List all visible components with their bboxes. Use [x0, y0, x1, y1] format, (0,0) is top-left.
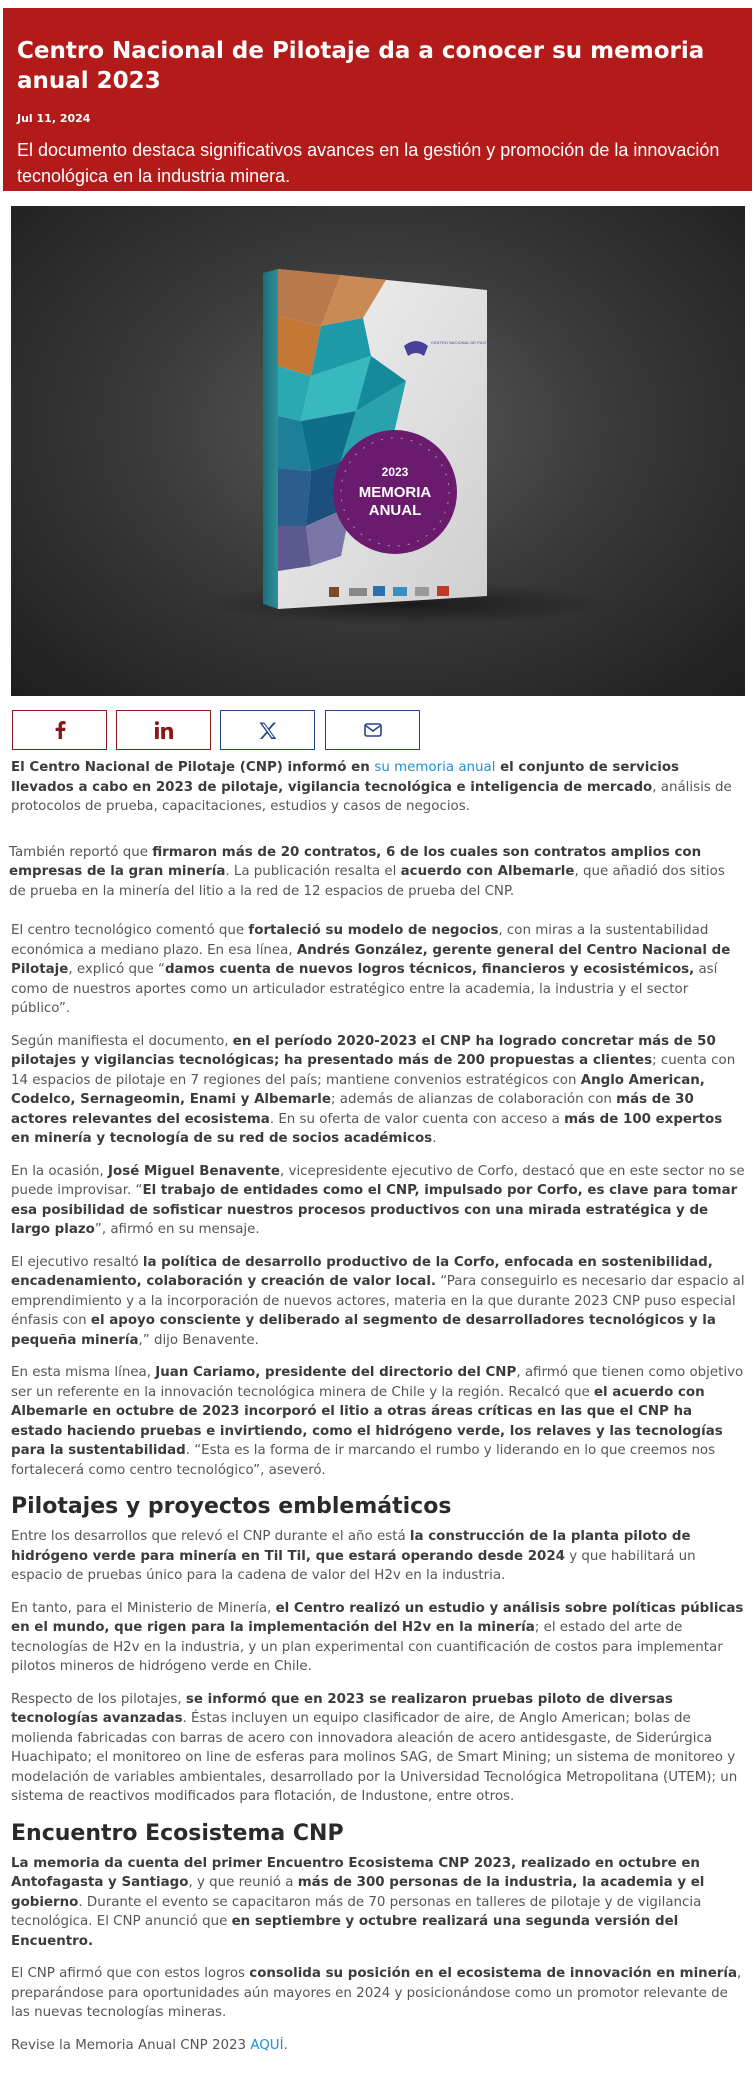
paragraph-achievements: Según manifiesta el documento, en el período 2020-2023 el CNP ha logrado concretar más de 50 pilotajes y vigilancias tecnológicas; ha presentado más de 200 propuestas a clientes; cuenta con 14 espacios de pilotaje en 7 regiones del país; mantiene convenios estratégicos con Anglo American, Codelco, Sernageomin, Enami y Albemarle; además de alianzas de colaboración con más de 30 actores relevantes del ecosistema. En su oferta de valor cuenta con acceso a más de 100 expertos en minería y tecnología de su red de socios académicos. — [11, 1033, 736, 1146]
paragraph-hydrogen-plant: Entre los desarrollos que relevó el CNP durante el año está la construcción de la planta piloto de hidrógeno verde para minería en Til Til, que estará operando desde 2024 y que habilitará un espacio de pruebas único para la cadena de valor del H2v en la industria. — [11, 1529, 696, 1583]
paragraph-encuentro: La memoria da cuenta del primer Encuentro Ecosistema CNP 2023, realizado en octubre en Antofagasta y Santiago, y que reunió a más de 300 personas de la industria, la academia y el gobierno. Durante el evento se capacitaron más de 70 personas en talleres de pilotaje y de vigilancia tecnológica. El CNP anunció que en septiembre y octubre realizará una segunda versión del Encuentro. — [11, 1855, 705, 1949]
aqui-link[interactable]: AQUÍ — [250, 2037, 284, 2053]
paragraph-president: En esta misma línea, Juan Cariamo, presidente del directorio del CNP, afirmó que tienen como objetivo ser un referente en la innovación tecnológica minera de Chile y la región. Recalcó que el acuerdo con Albemarle en octubre de 2023 incorporó el litio a otras áreas críticas en las que el CNP ha estado haciendo pruebas e invirtiendo, como el hidrógeno verde, los relaves y las tecnologías para la sustentabilidad. “Esta es la forma de ir marcando el rumbo y liderando en lo que creemos nos fortalecerá como centro tecnológico”, aseveró. — [11, 1365, 744, 1478]
article-lead: El documento destaca significativos avances en la gestión y promoción de la innovación tecnológica en la industria minera. — [17, 140, 720, 186]
paragraph-corfo: En la ocasión, José Miguel Benavente, vicepresidente ejecutivo de Corfo, destacó que en este sector no se puede improvisar. “El trabajo de entidades como el CNP, impulsado por Corfo, es clave para tomar esa posibilidad de sofisticar nuestros procesos productivos con una mirada estratégica y de largo plazo”, afirmó en su mensaje. — [11, 1163, 745, 1237]
paragraph-pilot-tests: Respecto de los pilotajes, se informó que en 2023 se realizaron pruebas piloto de diversas tecnologías avanzadas. Éstas incluyen un equipo clasificador de aire, de Anglo American; bolas de molienda fabricadas con barras de acero con innovadora aleación de acero antidesgaste, de Siderúrgica Huachipato; el monitoreo on line de esferas para molinos SAG, de Smart Mining; un sistema de monitoreo y modelación de variables ambientales, desarrollado por la Universidad Tecnológica Metropolitana (UTEM); un sistema de reactivos modificados para flotación, de Industone, entre otros. — [11, 1691, 738, 1804]
paragraph-contracts: También reportó que firmaron más de 20 contratos, 6 de los cuales son contratos amplios con empresas de la gran minería. La publicación resalta el acuerdo con Albemarle, que añadió dos sitios de prueba en la minería del litio a la red de 12 espacios de prueba del CNP. — [9, 844, 725, 899]
paragraph-review: Revise la Memoria Anual CNP 2023 AQUÍ. — [11, 2037, 288, 2053]
share-x-button[interactable] — [220, 710, 315, 750]
share-facebook-button[interactable] — [12, 710, 107, 750]
share-email-button[interactable] — [325, 710, 420, 750]
article-date: Jul 11, 2024 — [17, 112, 91, 125]
book-small-title: CENTRO NACIONAL DE PILOTAJE — [431, 340, 496, 345]
book-line1: MEMORIA — [358, 484, 432, 501]
paragraph-intro: El Centro Nacional de Pilotaje (CNP) informó en su memoria anual el conjunto de servicios llevados a cabo en 2023 de pilotaje, vigilancia tecnológica e inteligencia de mercado, análisis de protocolos de prueba, capacitaciones, estudios y casos de negocios. — [11, 760, 732, 814]
email-icon — [364, 723, 382, 737]
hero-image — [11, 206, 745, 696]
paragraph-policy: El ejecutivo resaltó la política de desarrollo productivo de la Corfo, enfocada en sostenibilidad, encadenamiento, colaboración y creación de valor local. “Para conseguirlo es necesario dar espacio al emprendimiento y a la incorporación de nuevos actores, materia en la que durante 2023 CNP puso especial énfasis con el apoyo consciente y deliberado al segmento de desarrolladores tecnológicos y la pequeña minería,” dijo Benavente. — [11, 1254, 745, 1348]
share-linkedin-button[interactable] — [116, 710, 211, 750]
book-line2: ANUAL — [368, 502, 422, 519]
book-year: 2023 — [381, 465, 409, 479]
book-cover-illustration — [11, 206, 745, 696]
heading-encuentro: Encuentro Ecosistema CNP — [11, 1820, 344, 1846]
paragraph-closing: El CNP afirmó que con estos logros consolida su posición en el ecosistema de innovación en minería, preparándose para oportunidades aún mayores en 2024 y posicionándose como un promotor relevante de las nuevas tecnologías mineras. — [11, 1966, 742, 2020]
x-icon — [259, 722, 277, 739]
article-body — [11, 758, 745, 2068]
heading-pilotajes: Pilotajes y proyectos emblemáticos — [11, 1494, 452, 1519]
linkedin-icon — [155, 721, 173, 739]
article-title: Centro Nacional de Pilotaje da a conocer su memoria anual 2023 — [17, 38, 705, 94]
facebook-icon — [53, 721, 67, 739]
paragraph-ministry: En tanto, para el Ministerio de Minería, el Centro realizó un estudio y análisis sobre políticas públicas en el mundo, que rigen para la implementación del H2v en la minería; el estado del arte de tecnologías de H2v en la industria, y un plan experimental con cuantificación de costos para implementar pilotos mineros de hidrógeno verde en Chile. — [11, 1600, 744, 1674]
paragraph-business-model: El centro tecnológico comentó que fortaleció su modelo de negocios, con miras a la sustentabilidad económica a mediano plazo. En esa línea, Andrés González, gerente general del Centro Nacional de Pilotaje, explicó que “damos cuenta de nuevos logros técnicos, financieros y ecosistémicos, así como de nuestros aportes como un articulador estratégico entre la academia, la industria y el sector público”. — [11, 923, 731, 1016]
article-header — [3, 8, 752, 191]
memoria-anual-link[interactable]: su memoria anual — [374, 760, 496, 775]
